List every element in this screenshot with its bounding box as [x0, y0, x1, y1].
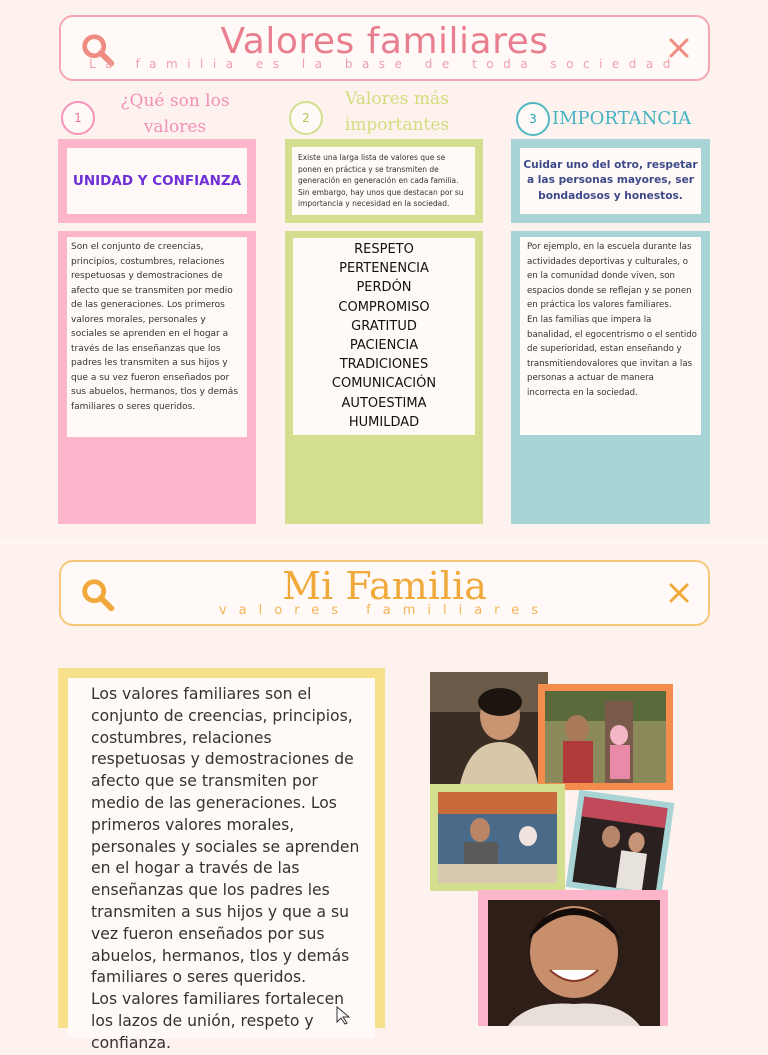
- step-number-1: 1: [61, 101, 95, 135]
- photo-outdoor-frame: [538, 684, 673, 790]
- value-item: AUTOESTIMA: [341, 395, 427, 411]
- value-item: COMPROMISO: [338, 299, 430, 315]
- family-text: Los valores familiares son el conjunto de creencias, principios, costumbres, relaciones respetuosas y demostraciones de afecto que se transmiten por medio de las generaciones. Los primeros valores morales, personales y sociales se aprenden en el hogar a través de las enseñanzas que los padres les transmiten a sus hijos y que a su vez fueron enseñados por sus abuelos, hermanos, tlos y demás familiares o seres queridos. Los valores familiares fortalecen los lazos de unión, respeto y confianza.: [91, 685, 360, 1052]
- value-item: HUMILDAD: [348, 414, 420, 430]
- column3-body-box: [511, 231, 710, 524]
- step-number-3: 3: [516, 102, 550, 136]
- page-title: Valores familiares: [220, 21, 549, 62]
- column1-highlight: UNIDAD Y CONFIANZA: [72, 173, 242, 189]
- step-number-2: 2: [289, 101, 323, 135]
- column2-intro-box: [285, 139, 483, 223]
- value-item: PERTENENCIA: [339, 261, 429, 277]
- section-search-bar[interactable]: [59, 560, 710, 626]
- column2-intro: Existe una larga lista de valores que se ponen en práctica y se transmiten de generación en generación en cada familia. Sin embargo, hay unos que destacan por su importancia y necesidad en la sociedad.: [292, 147, 475, 215]
- close-icon[interactable]: [666, 580, 692, 606]
- photo-child-portrait: [430, 672, 548, 784]
- column1-heading: ¿Qué son los valores: [120, 91, 230, 137]
- page-subtitle: La familia es la base de toda sociedad: [89, 57, 680, 71]
- section-divider: [0, 540, 768, 544]
- column1-body: Son el conjunto de creencias, principios, costumbres, relaciones respetuosas y demostraciones de afecto que se transmiten por medio de las generaciones. Los primeros valores morales, personales y sociales se aprenden en el hogar a través de las enseñanzas que los padres les transmiten a sus hijos y que a su vez fueron enseñados por sus abuelos, hermanos, tlos y demás familiares o seres queridos.: [67, 237, 247, 437]
- values-list: [293, 240, 475, 432]
- title-search-bar[interactable]: [59, 15, 710, 81]
- photo-meal-frame: [430, 784, 565, 891]
- photo-smiling-girl-frame: [478, 890, 668, 1026]
- section-title: Mi Familia: [282, 564, 487, 608]
- column3-highlight: Cuidar uno del otro, respetar a las personas mayores, ser bondadosos y honestos.: [523, 158, 698, 202]
- column3-body: Por ejemplo, en la escuela durante las actividades deportivas y culturales, o en la comunidad donde viven, son espacios donde se reflejan y se ponen en práctica los valores familiares. En las familias que impera la banalidad, el egocentrismo o el sentido de superioridad, estan enseñando y transmitiendovalores que invitan a las personas a actuar de manera incorrecta en la sociedad.: [520, 237, 701, 435]
- section-subtitle: valores familiares: [218, 603, 551, 618]
- value-item: PACIENCIA: [349, 338, 419, 354]
- column3-heading: IMPORTANCIA: [552, 108, 692, 129]
- column3-highlight-box: [511, 139, 710, 223]
- column2-heading: Valores más importantes: [344, 89, 450, 135]
- column1-body-box: [58, 231, 256, 524]
- value-item: PERDÓN: [356, 280, 412, 296]
- value-item: COMUNICACIÓN: [331, 376, 437, 392]
- value-item: RESPETO: [354, 242, 414, 257]
- close-icon[interactable]: [666, 35, 692, 61]
- column1-highlight-box: [58, 139, 256, 223]
- value-item: TRADICIONES: [339, 357, 429, 373]
- photo-couple-frame: [566, 790, 675, 900]
- value-item: GRATITUD: [351, 318, 417, 334]
- cursor-arrow-icon: [336, 1006, 356, 1024]
- column2-values-box: [285, 231, 483, 524]
